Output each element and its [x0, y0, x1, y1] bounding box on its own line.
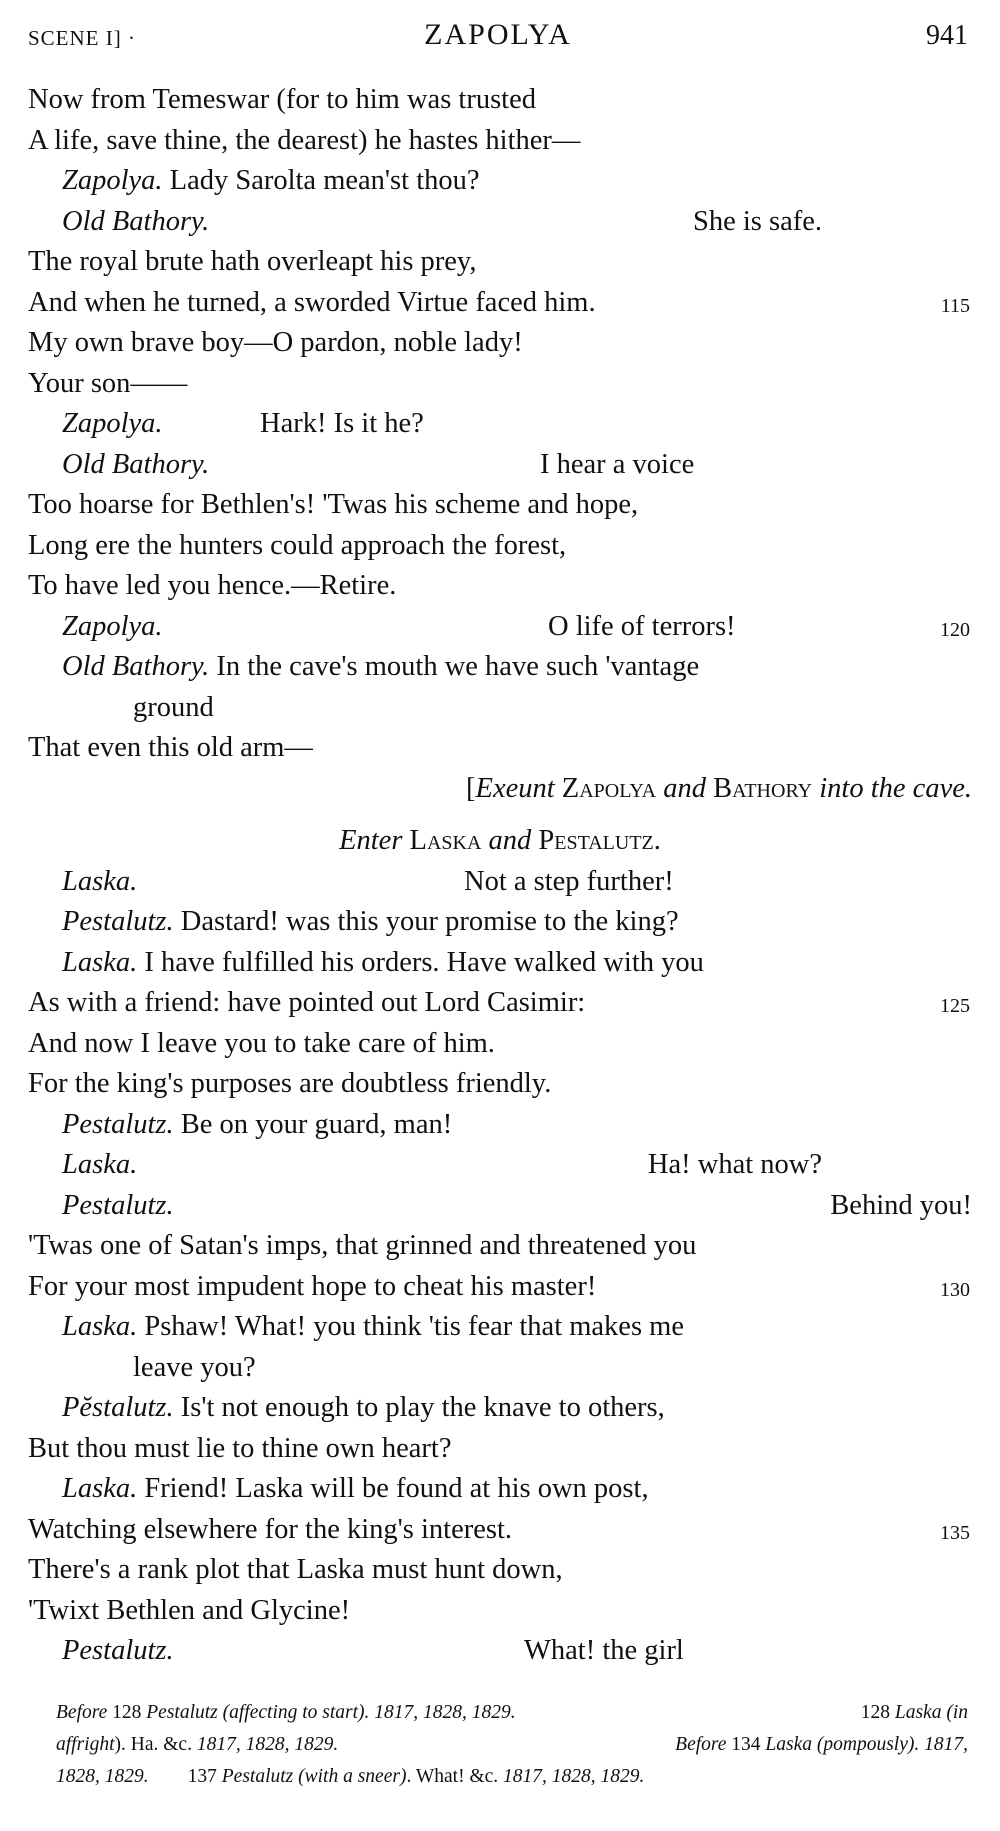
verse-line: Pestalutz. What! the girl — [62, 1635, 684, 1666]
verse-line: Pestalutz. Dastard! was this your promise to the king? — [62, 906, 679, 937]
verse-line: There's a rank plot that Laska must hunt down, — [28, 1554, 563, 1585]
speaker-name: Old Bathory. — [62, 205, 210, 237]
verse-line: 'Twas one of Satan's imps, that grinned and threatened you — [28, 1230, 697, 1261]
verse-line: Zapolya. O life of terrors! 120 — [28, 607, 972, 648]
speaker-name: Old Bathory. — [62, 448, 210, 480]
verse-line: Laska. Friend! Laska will be found at his own post, — [62, 1473, 649, 1504]
speaker-name: Pĕstalutz. — [62, 1392, 174, 1423]
stage-direction: [Exeunt Zapolya and Bathory into the cave. — [466, 772, 972, 804]
verse-line: To have led you hence.—Retire. — [28, 570, 397, 601]
footnote-line: 1828, 1829. 137 Pestalutz (with a sneer). What! &c. 1817, 1828, 1829. — [56, 1766, 645, 1787]
speaker-name: Old Bathory. — [62, 651, 210, 682]
verse-line: Too hoarse for Bethlen's! 'Twas his scheme and hope, — [28, 489, 639, 520]
speaker-name: Pestalutz. — [62, 1108, 174, 1140]
verse-line: And when he turned, a sworded Virtue faced him. 115 — [28, 283, 972, 324]
verse-line: Long ere the hunters could approach the forest, — [28, 529, 567, 561]
verse-line: For the king's purposes are doubtless friendly. — [28, 1068, 552, 1099]
verse-line: That even this old arm— — [28, 732, 313, 763]
line-number: 135 — [940, 1521, 970, 1544]
verse-line: Pĕstalutz. Is't not enough to play the knave to others, — [62, 1392, 665, 1423]
line-number: 130 — [940, 1278, 970, 1301]
speaker-name: Zapolya. — [62, 165, 163, 196]
textual-footnotes — [56, 1697, 968, 1793]
verse-line: Laska. Ha! what now? — [62, 1149, 822, 1180]
verse-line: Zapolya. Hark! Is it he? — [62, 408, 424, 439]
speaker-name: Zapolya. — [62, 408, 163, 439]
verse-line: Laska. I have fulfilled his orders. Have walked with you — [62, 946, 704, 978]
verse-line: Laska. Pshaw! What! you think 'tis fear that makes me — [62, 1311, 684, 1342]
speaker-name: Laska. — [62, 865, 138, 897]
scene-marker: SCENE I] · — [28, 26, 136, 50]
stage-direction: Enter Laska and Pestalutz. — [339, 825, 661, 856]
verse-line: Pestalutz. Be on your guard, man! — [62, 1108, 453, 1140]
verse-text — [28, 80, 972, 1672]
speaker-name: Laska. — [62, 1311, 138, 1342]
speaker-name: Laska. — [62, 1149, 138, 1180]
page-title: ZAPOLYA — [424, 18, 572, 51]
footnote-line: affright). Ha. &c. 1817, 1828, 1829. Before 134 Laska (pompously). 1817, — [56, 1734, 968, 1755]
verse-line: Watching elsewhere for the king's interest. 135 — [28, 1510, 972, 1551]
verse-line: The royal brute hath overleapt his prey, — [28, 246, 477, 277]
speaker-name: Pestalutz. — [62, 1635, 174, 1666]
verse-line: For your most impudent hope to cheat his master! 130 — [28, 1267, 972, 1308]
verse-line: ground — [133, 691, 214, 723]
speaker-name: Laska. — [62, 1473, 138, 1504]
speaker-name: Pestalutz. — [62, 1189, 174, 1221]
verse-line: Old Bathory. I hear a voice — [62, 448, 695, 480]
verse-line: As with a friend: have pointed out Lord Casimir: 125 — [28, 983, 972, 1024]
verse-line: And now I leave you to take care of him. — [28, 1027, 495, 1059]
page-number: 941 — [926, 20, 968, 51]
line-number: 120 — [940, 618, 970, 641]
speaker-name: Pestalutz. — [62, 906, 174, 937]
verse-line: leave you? — [133, 1351, 256, 1383]
verse-line: Old Bathory. In the cave's mouth we have such 'vantage — [62, 651, 700, 682]
verse-line: Old Bathory. She is safe. — [62, 205, 822, 237]
verse-line: Pestalutz. Behind you! — [62, 1189, 972, 1221]
verse-line: A life, save thine, the dearest) he hastes hither— — [28, 124, 581, 156]
speaker-name: Zapolya. — [62, 610, 163, 642]
line-number: 115 — [940, 294, 970, 317]
verse-line: Now from Temeswar (for to him was trusted — [28, 84, 536, 115]
verse-line: Laska. Not a step further! — [62, 865, 674, 897]
line-number: 125 — [940, 995, 970, 1017]
verse-line: Your son—— — [28, 367, 188, 399]
footnote-line: Before 128 Pestalutz (affecting to start). 1817, 1828, 1829. 128 Laska (in — [56, 1702, 968, 1723]
verse-line: My own brave boy—O pardon, noble lady! — [28, 327, 523, 358]
speaker-name: Laska. — [62, 946, 138, 978]
running-header — [28, 18, 968, 58]
verse-line: 'Twixt Bethlen and Glycine! — [28, 1594, 351, 1626]
verse-line: But thou must lie to thine own heart? — [28, 1432, 452, 1464]
verse-line: Zapolya. Lady Sarolta mean'st thou? — [62, 165, 480, 196]
